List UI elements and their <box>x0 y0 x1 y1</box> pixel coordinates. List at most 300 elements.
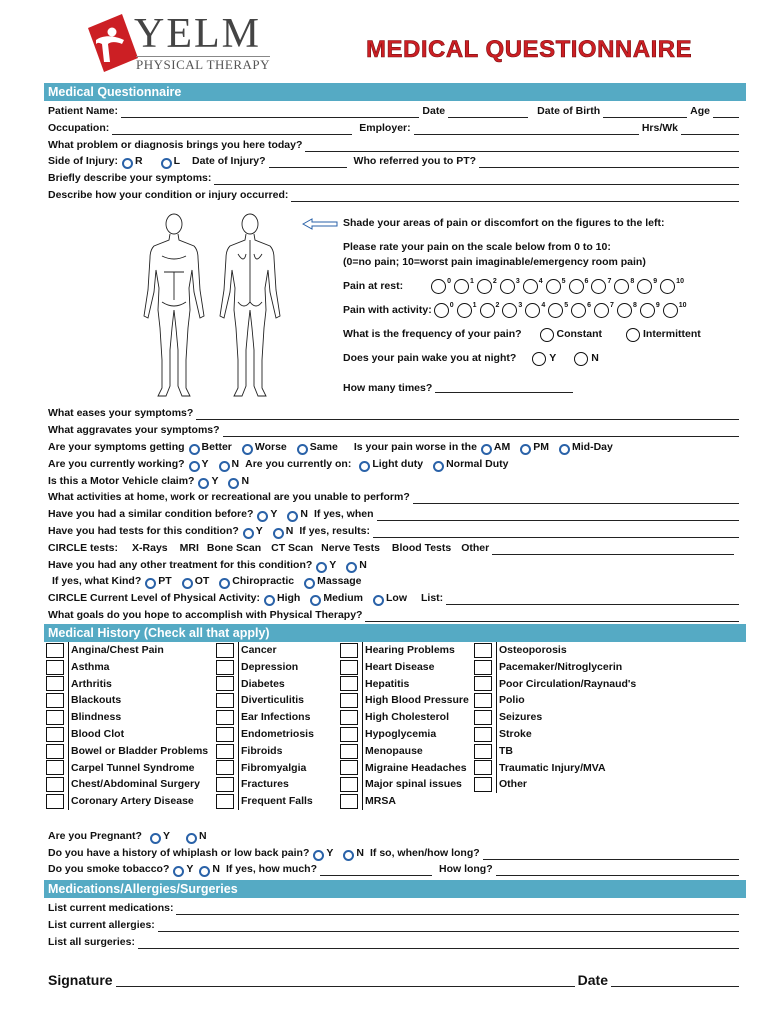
problem-field[interactable] <box>305 142 739 152</box>
injury-date-field[interactable] <box>269 158 347 168</box>
section-medical-questionnaire: Medical Questionnaire <box>44 83 746 101</box>
history-item <box>474 642 636 659</box>
history-checkbox[interactable] <box>340 643 358 658</box>
signature-date-label: Date <box>577 972 608 988</box>
test-ct-scan[interactable]: CT Scan <box>271 542 314 554</box>
row-what-kind <box>52 574 742 588</box>
page-title: MEDICAL QUESTIONNAIRE <box>366 36 693 63</box>
pain-rest-num-8: 8 <box>630 278 635 285</box>
tests-y-label: Y <box>255 525 263 537</box>
history-label: Poor Circulation/Raynaud's <box>496 676 636 693</box>
history-item <box>216 776 314 793</box>
pain-activity-num-8: 8 <box>632 302 637 309</box>
midday-label: Mid-Day <box>572 441 613 453</box>
motor-y-radio[interactable] <box>198 478 209 489</box>
side-label: Side of Injury: <box>48 155 119 167</box>
goals-field[interactable] <box>365 612 739 622</box>
pm-label: PM <box>533 441 550 453</box>
pain-activity-num-9: 9 <box>655 302 660 309</box>
medium-label: Medium <box>323 592 363 604</box>
normal-duty-label: Normal Duty <box>446 458 509 470</box>
history-label: Osteoporosis <box>496 642 567 659</box>
history-checkbox[interactable] <box>46 693 64 708</box>
history-item <box>216 743 314 760</box>
signature-field[interactable] <box>116 973 575 987</box>
pain-rest-radio-6[interactable] <box>569 279 584 294</box>
motor-y-label: Y <box>211 475 219 487</box>
history-label: Stroke <box>496 726 532 743</box>
history-checkbox[interactable] <box>216 744 234 759</box>
how-long-label: How long? <box>438 863 493 875</box>
how-much-field[interactable] <box>320 866 432 876</box>
results-label: If yes, results: <box>299 525 371 537</box>
signature-label: Signature <box>48 972 113 988</box>
whiplash-label: Do you have a history of whiplash or low back pain? <box>48 847 310 859</box>
if-when-field[interactable] <box>377 511 739 521</box>
occupation-field[interactable] <box>112 125 352 135</box>
history-item <box>340 776 469 793</box>
pain-rest-radio-2[interactable] <box>477 279 492 294</box>
history-item <box>216 709 314 726</box>
history-label: Migraine Headaches <box>362 760 467 777</box>
wake-n-label: N <box>591 352 599 364</box>
allergies-label: List current allergies: <box>48 919 155 931</box>
low-radio[interactable] <box>373 595 384 606</box>
history-checkbox[interactable] <box>216 710 234 725</box>
intermittent-radio[interactable] <box>626 328 640 342</box>
wake-label: Does your pain wake you at night? <box>343 352 517 364</box>
row-side <box>48 154 742 168</box>
history-checkbox[interactable] <box>340 777 358 792</box>
pain-rest-radio-7[interactable] <box>591 279 606 294</box>
row-whiplash <box>48 846 742 860</box>
if-when-label: If yes, when <box>314 508 374 520</box>
logo-name: YELM <box>134 11 261 57</box>
pregnant-label: Are you Pregnant? <box>48 830 142 842</box>
history-label: Hypoglycemia <box>362 726 436 743</box>
row-activities <box>48 490 742 504</box>
allergies-field[interactable] <box>158 922 739 932</box>
medium-radio[interactable] <box>310 595 321 606</box>
pt-radio[interactable] <box>145 578 156 589</box>
history-item <box>474 776 636 793</box>
results-field[interactable] <box>373 528 739 538</box>
massage-radio[interactable] <box>304 578 315 589</box>
pain-activity-radio-0[interactable] <box>434 303 449 318</box>
arrow-left-icon <box>302 218 338 230</box>
better-radio[interactable] <box>189 444 200 455</box>
history-checkbox[interactable] <box>340 760 358 775</box>
smoke-y-radio[interactable] <box>173 866 184 877</box>
other-treat-label: Have you had any other treatment for this condition? <box>48 559 313 571</box>
symptoms-field[interactable] <box>214 175 739 185</box>
test-mri[interactable]: MRI <box>179 542 199 554</box>
history-checkbox[interactable] <box>216 777 234 792</box>
hrs-label: Hrs/Wk <box>641 122 678 134</box>
list-label: List: <box>421 592 444 604</box>
row-circle-tests <box>48 541 742 555</box>
history-checkbox[interactable] <box>474 660 492 675</box>
eases-label: What eases your symptoms? <box>48 407 194 419</box>
age-field[interactable] <box>713 108 739 118</box>
massage-label: Massage <box>317 575 362 587</box>
history-label: Coronary Artery Disease <box>68 793 194 810</box>
patient-name-label: Patient Name: <box>48 105 119 117</box>
history-checkbox[interactable] <box>474 744 492 759</box>
history-checkbox[interactable] <box>474 676 492 691</box>
history-label: Hepatitis <box>362 676 409 693</box>
pain-activity-num-4: 4 <box>541 302 546 309</box>
worse-in-label: Is your pain worse in the <box>353 441 477 453</box>
pain-rest-radio-5[interactable] <box>546 279 561 294</box>
history-label: TB <box>496 743 513 760</box>
pain-rest-num-1: 1 <box>470 278 474 285</box>
history-item <box>474 760 636 777</box>
pain-activity-label: Pain with activity: <box>343 303 432 316</box>
history-checkbox[interactable] <box>46 660 64 675</box>
how-much-label: If yes, how much? <box>225 863 317 875</box>
working-y-radio[interactable] <box>189 461 200 472</box>
history-label: Asthma <box>68 659 110 676</box>
referred-field[interactable] <box>479 158 739 168</box>
wake-n-radio[interactable] <box>574 352 588 366</box>
motor-label: Is this a Motor Vehicle claim? <box>48 475 195 487</box>
tests-n-radio[interactable] <box>273 528 284 539</box>
history-label: Angina/Chest Pain <box>68 642 164 659</box>
side-r-radio[interactable] <box>122 158 133 169</box>
history-label: High Cholesterol <box>362 709 449 726</box>
occupation-label: Occupation: <box>48 122 110 134</box>
history-checkbox[interactable] <box>46 643 64 658</box>
history-checkbox[interactable] <box>340 727 358 742</box>
how-many-field[interactable] <box>435 383 573 393</box>
row-problem <box>48 138 742 152</box>
history-checkbox[interactable] <box>216 794 234 809</box>
history-checkbox[interactable] <box>216 643 234 658</box>
logo <box>82 12 282 74</box>
pregnant-y-radio[interactable] <box>150 833 161 844</box>
logo-mark-icon <box>82 14 140 72</box>
pain-activity-num-3: 3 <box>518 302 523 309</box>
whiplash-y-radio[interactable] <box>313 850 324 861</box>
history-label: Polio <box>496 692 525 709</box>
pain-activity-num-0: 0 <box>449 302 454 309</box>
better-label: Better <box>201 441 232 453</box>
history-item <box>216 760 314 777</box>
history-checkbox[interactable] <box>474 693 492 708</box>
worse-radio[interactable] <box>242 444 253 455</box>
history-item <box>340 743 469 760</box>
pain-rest-radio-9[interactable] <box>637 279 652 294</box>
row-medications <box>48 901 742 915</box>
pain-activity-radio-3[interactable] <box>502 303 517 318</box>
pregnant-n-radio[interactable] <box>186 833 197 844</box>
same-label: Same <box>309 441 338 453</box>
test-other-field[interactable] <box>492 545 734 555</box>
history-checkbox[interactable] <box>46 727 64 742</box>
history-item <box>340 659 469 676</box>
history-label: Diverticulitis <box>238 692 304 709</box>
history-label: Frequent Falls <box>238 793 313 810</box>
light-duty-radio[interactable] <box>359 461 370 472</box>
working-n-radio[interactable] <box>219 461 230 472</box>
history-label: Diabetes <box>238 676 285 693</box>
history-checkbox[interactable] <box>46 794 64 809</box>
problem-label: What problem or diagnosis brings you here today? <box>48 139 303 151</box>
test-bone-scan[interactable]: Bone Scan <box>206 542 262 554</box>
history-label: Fibroids <box>238 743 282 760</box>
row-other-treat <box>48 558 742 572</box>
wake-y-radio[interactable] <box>532 352 546 366</box>
test-nerve[interactable]: Nerve Tests <box>321 542 380 554</box>
row-activity-level <box>48 591 742 605</box>
pain-rest-radio-8[interactable] <box>614 279 629 294</box>
history-label: Chest/Abdominal Surgery <box>68 776 200 793</box>
eases-field[interactable] <box>196 410 739 420</box>
history-checkbox[interactable] <box>216 727 234 742</box>
history-item <box>216 726 314 743</box>
pain-rest-radio-1[interactable] <box>454 279 469 294</box>
pain-activity-num-5: 5 <box>564 302 569 309</box>
history-item <box>340 726 469 743</box>
smoke-label: Do you smoke tobacco? <box>48 863 170 875</box>
whiplash-n-radio[interactable] <box>343 850 354 861</box>
pain-activity-num-6: 6 <box>587 302 592 309</box>
body-diagram[interactable] <box>132 210 292 402</box>
history-item <box>216 659 314 676</box>
smoke-n-label: N <box>212 863 220 875</box>
history-label: Blindness <box>68 709 121 726</box>
history-checkbox[interactable] <box>46 777 64 792</box>
history-label: Heart Disease <box>362 659 434 676</box>
pain-rest-radio-3[interactable] <box>500 279 515 294</box>
pain-activity-radio-8[interactable] <box>617 303 632 318</box>
pain-activity-radio-10[interactable] <box>663 303 678 318</box>
aggravates-field[interactable] <box>223 427 739 437</box>
activity-level-label: CIRCLE Current Level of Physical Activity: <box>48 592 260 604</box>
history-item <box>46 676 208 693</box>
normal-duty-radio[interactable] <box>433 461 444 472</box>
surgeries-field[interactable] <box>138 939 739 949</box>
circle-tests-label: CIRCLE tests: <box>48 542 119 554</box>
history-checkbox[interactable] <box>474 777 492 792</box>
test-other[interactable]: Other <box>461 542 490 554</box>
how-long-field[interactable] <box>496 866 739 876</box>
history-item <box>46 793 208 810</box>
chiro-radio[interactable] <box>219 578 230 589</box>
history-checkbox[interactable] <box>46 676 64 691</box>
pt-label: PT <box>158 575 172 587</box>
history-checkbox[interactable] <box>216 760 234 775</box>
history-checkbox[interactable] <box>46 760 64 775</box>
test-xrays[interactable]: X-Rays <box>132 542 168 554</box>
similar-n-radio[interactable] <box>287 511 298 522</box>
side-l-radio[interactable] <box>161 158 172 169</box>
pain-rest-num-7: 7 <box>607 278 612 285</box>
ot-label: OT <box>194 575 210 587</box>
treat-n-label: N <box>359 559 367 571</box>
list-field[interactable] <box>446 595 739 605</box>
back-figure <box>220 214 280 396</box>
history-item <box>46 642 208 659</box>
history-item <box>474 743 636 760</box>
pain-rest-num-10: 10 <box>676 278 684 285</box>
history-checkbox[interactable] <box>340 676 358 691</box>
injury-label: Describe how your condition or injury occurred: <box>48 189 289 201</box>
history-label: Fibromyalgia <box>238 760 306 777</box>
motor-n-radio[interactable] <box>228 478 239 489</box>
what-kind-label: If yes, what Kind? <box>52 575 142 587</box>
constant-radio[interactable] <box>540 328 554 342</box>
dob-label: Date of Birth <box>537 105 601 117</box>
constant-label: Constant <box>556 328 603 340</box>
same-radio[interactable] <box>297 444 308 455</box>
history-item <box>216 793 314 810</box>
surgeries-label: List all surgeries: <box>48 936 135 948</box>
history-item <box>474 692 636 709</box>
high-radio[interactable] <box>264 595 275 606</box>
history-label: Endometriosis <box>238 726 314 743</box>
symptoms-label: Briefly describe your symptoms: <box>48 172 212 184</box>
pain-activity-scale <box>343 302 688 317</box>
history-checkbox[interactable] <box>340 693 358 708</box>
pain-activity-radio-6[interactable] <box>571 303 586 318</box>
history-checkbox[interactable] <box>340 710 358 725</box>
row-how-many <box>343 382 576 394</box>
goals-label: What goals do you hope to accomplish with Physical Therapy? <box>48 609 363 621</box>
activities-field[interactable] <box>413 494 739 504</box>
intermittent-label: Intermittent <box>643 328 701 340</box>
employer-field[interactable] <box>414 125 639 135</box>
pain-activity-radio-5[interactable] <box>548 303 563 318</box>
history-label: Major spinal issues <box>362 776 462 793</box>
smoke-n-radio[interactable] <box>199 866 210 877</box>
am-radio[interactable] <box>481 444 492 455</box>
pain-activity-radio-1[interactable] <box>457 303 472 318</box>
history-item <box>340 676 469 693</box>
date-label: Date <box>422 105 446 117</box>
treat-y-radio[interactable] <box>316 562 327 573</box>
rate-instruction: Please rate your pain on the scale below from 0 to 10: <box>343 241 611 253</box>
pain-rest-num-2: 2 <box>492 278 497 285</box>
history-checkbox[interactable] <box>474 727 492 742</box>
history-checkbox[interactable] <box>474 760 492 775</box>
section-medications: Medications/Allergies/Surgeries <box>44 880 746 898</box>
history-item <box>216 692 314 709</box>
row-allergies <box>48 918 742 932</box>
patient-name-field[interactable] <box>121 108 419 118</box>
working-y-label: Y <box>201 458 209 470</box>
pain-rest-radio-10[interactable] <box>660 279 675 294</box>
pain-rest-radio-4[interactable] <box>523 279 538 294</box>
how-many-label: How many times? <box>343 382 433 394</box>
row-tests <box>48 524 742 538</box>
history-checkbox[interactable] <box>474 643 492 658</box>
pain-rest-radio-0[interactable] <box>431 279 446 294</box>
history-checkbox[interactable] <box>46 710 64 725</box>
pain-rest-num-0: 0 <box>447 278 452 285</box>
history-item <box>474 709 636 726</box>
treat-n-radio[interactable] <box>346 562 357 573</box>
history-item <box>340 642 469 659</box>
history-item <box>46 726 208 743</box>
history-checkbox[interactable] <box>216 693 234 708</box>
date-field[interactable] <box>448 108 528 118</box>
pain-activity-radio-4[interactable] <box>525 303 540 318</box>
history-checkbox[interactable] <box>340 660 358 675</box>
pain-activity-radio-7[interactable] <box>594 303 609 318</box>
working-label: Are you currently working? <box>48 458 185 470</box>
side-l-label: L <box>173 155 181 167</box>
treat-y-label: Y <box>329 559 337 571</box>
history-checkbox[interactable] <box>340 794 358 809</box>
activities-label: What activities at home, work or recreational are you unable to perform? <box>48 491 410 503</box>
row-aggravates <box>48 423 742 437</box>
if-so-label: If so, when/how long? <box>370 847 480 859</box>
pm-radio[interactable] <box>520 444 531 455</box>
row-signature <box>48 967 742 987</box>
worse-label: Worse <box>254 441 287 453</box>
pain-rest-label: Pain at rest: <box>343 279 404 292</box>
hrs-field[interactable] <box>681 125 739 135</box>
row-surgeries <box>48 935 742 949</box>
side-r-label: R <box>135 155 143 167</box>
row-pregnant <box>48 829 742 843</box>
history-label: Fractures <box>238 776 289 793</box>
history-label: Hearing Problems <box>362 642 455 659</box>
wake-y-label: Y <box>549 352 557 364</box>
medications-field[interactable] <box>176 905 739 915</box>
history-label: Blood Clot <box>68 726 124 743</box>
history-checkbox[interactable] <box>340 744 358 759</box>
working-n-label: N <box>231 458 240 470</box>
history-label: Pacemaker/Nitroglycerin <box>496 659 622 676</box>
ot-radio[interactable] <box>182 578 193 589</box>
dob-field[interactable] <box>603 108 687 118</box>
pain-activity-num-1: 1 <box>472 302 477 309</box>
row-patient <box>48 104 742 118</box>
history-checkbox[interactable] <box>474 710 492 725</box>
signature-date-field[interactable] <box>611 973 739 987</box>
injury-field[interactable] <box>291 192 739 202</box>
if-so-field[interactable] <box>483 850 739 860</box>
history-item <box>46 692 208 709</box>
midday-radio[interactable] <box>559 444 570 455</box>
tests-label: Have you had tests for this condition? <box>48 525 239 537</box>
history-label: Bowel or Bladder Problems <box>68 743 208 760</box>
row-frequency <box>343 327 707 341</box>
history-checkbox[interactable] <box>46 744 64 759</box>
history-item <box>46 709 208 726</box>
similar-label: Have you had a similar condition before? <box>48 508 254 520</box>
section-medical-history: Medical History (Check all that apply) <box>44 624 746 642</box>
test-blood[interactable]: Blood Tests <box>391 542 452 554</box>
history-item <box>216 676 314 693</box>
history-checkbox[interactable] <box>216 676 234 691</box>
history-item <box>46 659 208 676</box>
tests-y-radio[interactable] <box>243 528 254 539</box>
history-checkbox[interactable] <box>216 660 234 675</box>
similar-n-label: N <box>300 508 308 520</box>
pain-activity-radio-9[interactable] <box>640 303 655 318</box>
pain-activity-radio-2[interactable] <box>480 303 495 318</box>
history-label: Seizures <box>496 709 542 726</box>
pain-rest-scale <box>343 278 685 293</box>
similar-y-radio[interactable] <box>257 511 268 522</box>
pain-activity-num-2: 2 <box>495 302 500 309</box>
low-label: Low <box>386 592 407 604</box>
history-label: Arthritis <box>68 676 112 693</box>
